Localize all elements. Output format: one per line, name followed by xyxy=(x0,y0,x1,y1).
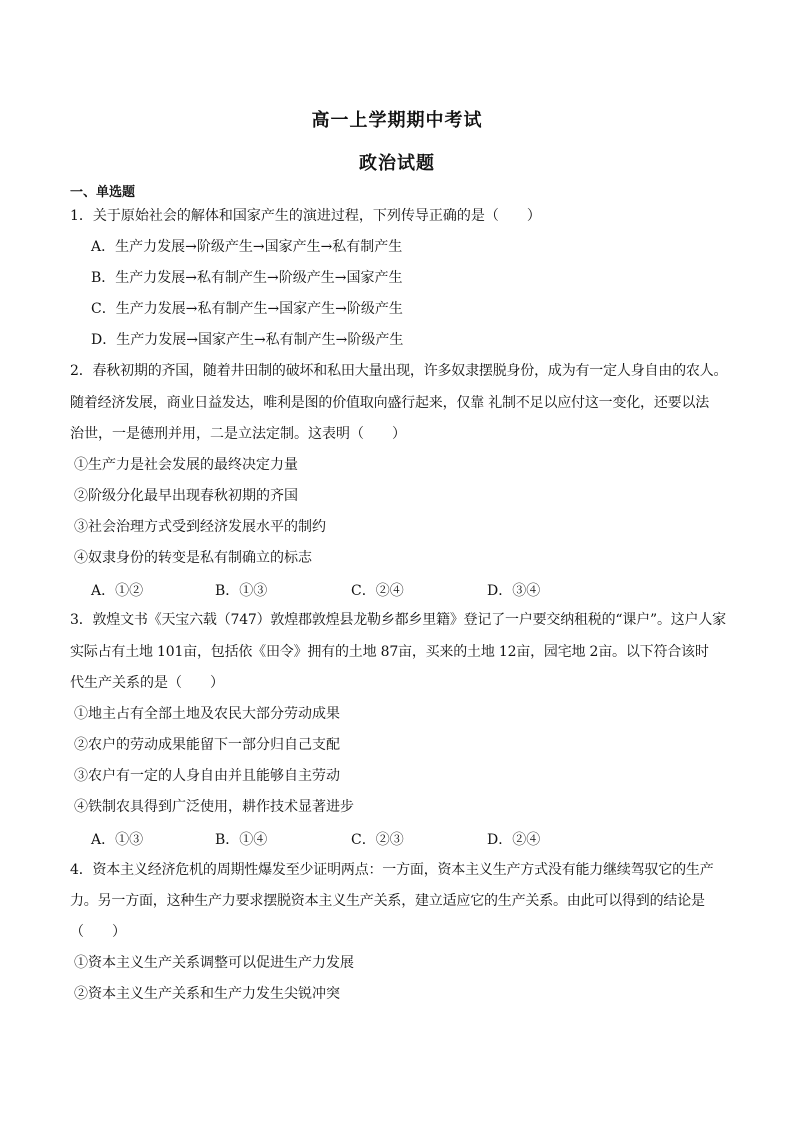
question-3-choices xyxy=(91,829,731,847)
question-3-stem-line-3: 代生产关系的是（ ） xyxy=(70,675,224,691)
question-1-option-b: B．生产力发展→私有制产生→阶级产生→国家产生 xyxy=(91,270,403,286)
question-2-choices xyxy=(91,580,731,598)
question-1-stem: 1．关于原始社会的解体和国家产生的演进过程，下列传导正确的是（ ） xyxy=(70,208,541,224)
question-1-option-a: A．生产力发展→阶级产生→国家产生→私有制产生 xyxy=(91,239,403,255)
question-4-statement-2: ②资本主义生产关系和生产力发生尖锐冲突 xyxy=(74,986,340,1002)
question-3-choice-d: D．②④ xyxy=(487,832,541,848)
question-3-statement-3: ③农户有一定的人身自由并且能够自主劳动 xyxy=(74,768,340,784)
question-3-choice-c: C．②③ xyxy=(351,832,404,848)
page-title: 高一上学期期中考试 xyxy=(311,110,483,131)
question-3-statement-1: ①地主占有全部土地及农民大部分劳动成果 xyxy=(74,706,340,722)
question-2-choice-b: B．①③ xyxy=(215,583,268,599)
question-2-choice-a: A．①② xyxy=(91,583,144,599)
question-2-statement-1: ①生产力是社会发展的最终决定力量 xyxy=(74,457,298,473)
question-4-stem-line-3: （ ） xyxy=(70,924,126,940)
question-3-statement-2: ②农户的劳动成果能留下一部分归自己支配 xyxy=(74,737,340,753)
question-3-choice-a: A．①③ xyxy=(91,832,144,848)
page-subtitle: 政治试题 xyxy=(359,153,435,174)
question-4-stem-line-1: 4．资本主义经济危机的周期性爆发至少证明两点：一方面，资本主义生产方式没有能力继续驾驭它的生产 xyxy=(70,862,714,878)
question-4-statement-1: ①资本主义生产关系调整可以促进生产力发展 xyxy=(74,955,354,971)
question-3-stem-line-1: 3．敦煌文书《天宝六载（747）敦煌郡敦煌县龙勒乡都乡里籍》登记了一户要交纳租税的“课户”。这户人家 xyxy=(70,612,726,628)
question-4-stem-line-2: 力。另一方面，这种生产力要求摆脱资本主义生产关系，建立适应它的生产关系。由此可以得到的结论是 xyxy=(70,893,705,909)
question-1-option-d: D．生产力发展→国家产生→私有制产生→阶级产生 xyxy=(91,332,404,348)
question-2-statement-3: ③社会治理方式受到经济发展水平的制约 xyxy=(74,519,326,535)
question-2-statement-4: ④奴隶身份的转变是私有制确立的标志 xyxy=(74,550,312,566)
question-3-statement-4: ④铁制农具得到广泛使用，耕作技术显著进步 xyxy=(74,799,354,815)
question-2-stem-line-1: 2．春秋初期的齐国，随着井田制的破坏和私田大量出现，许多奴隶摆脱身份，成为有一定人身自由的农人。 xyxy=(70,363,728,379)
question-2-choice-d: D．③④ xyxy=(487,583,541,599)
question-1-option-c: C．生产力发展→私有制产生→国家产生→阶级产生 xyxy=(91,301,403,317)
question-2-choice-c: C．②④ xyxy=(351,583,404,599)
section-heading: 一、单选题 xyxy=(70,185,136,200)
question-2-stem-line-2: 随着经济发展，商业日益发达，唯利是图的价值取向盛行起来，仅靠 礼制不足以应付这一变化，还要以法 xyxy=(70,395,710,411)
question-2-statement-2: ②阶级分化最早出现春秋初期的齐国 xyxy=(74,488,298,504)
question-3-stem-line-2: 实际占有土地 101亩，包括依《田令》拥有的土地 87亩，买来的土地 12亩，园宅地 2亩。以下符合该时 xyxy=(70,644,709,660)
question-3-choice-b: B．①④ xyxy=(215,832,268,848)
question-2-stem-line-3: 治世，一是德刑并用，二是立法定制。这表明（ ） xyxy=(70,426,406,442)
